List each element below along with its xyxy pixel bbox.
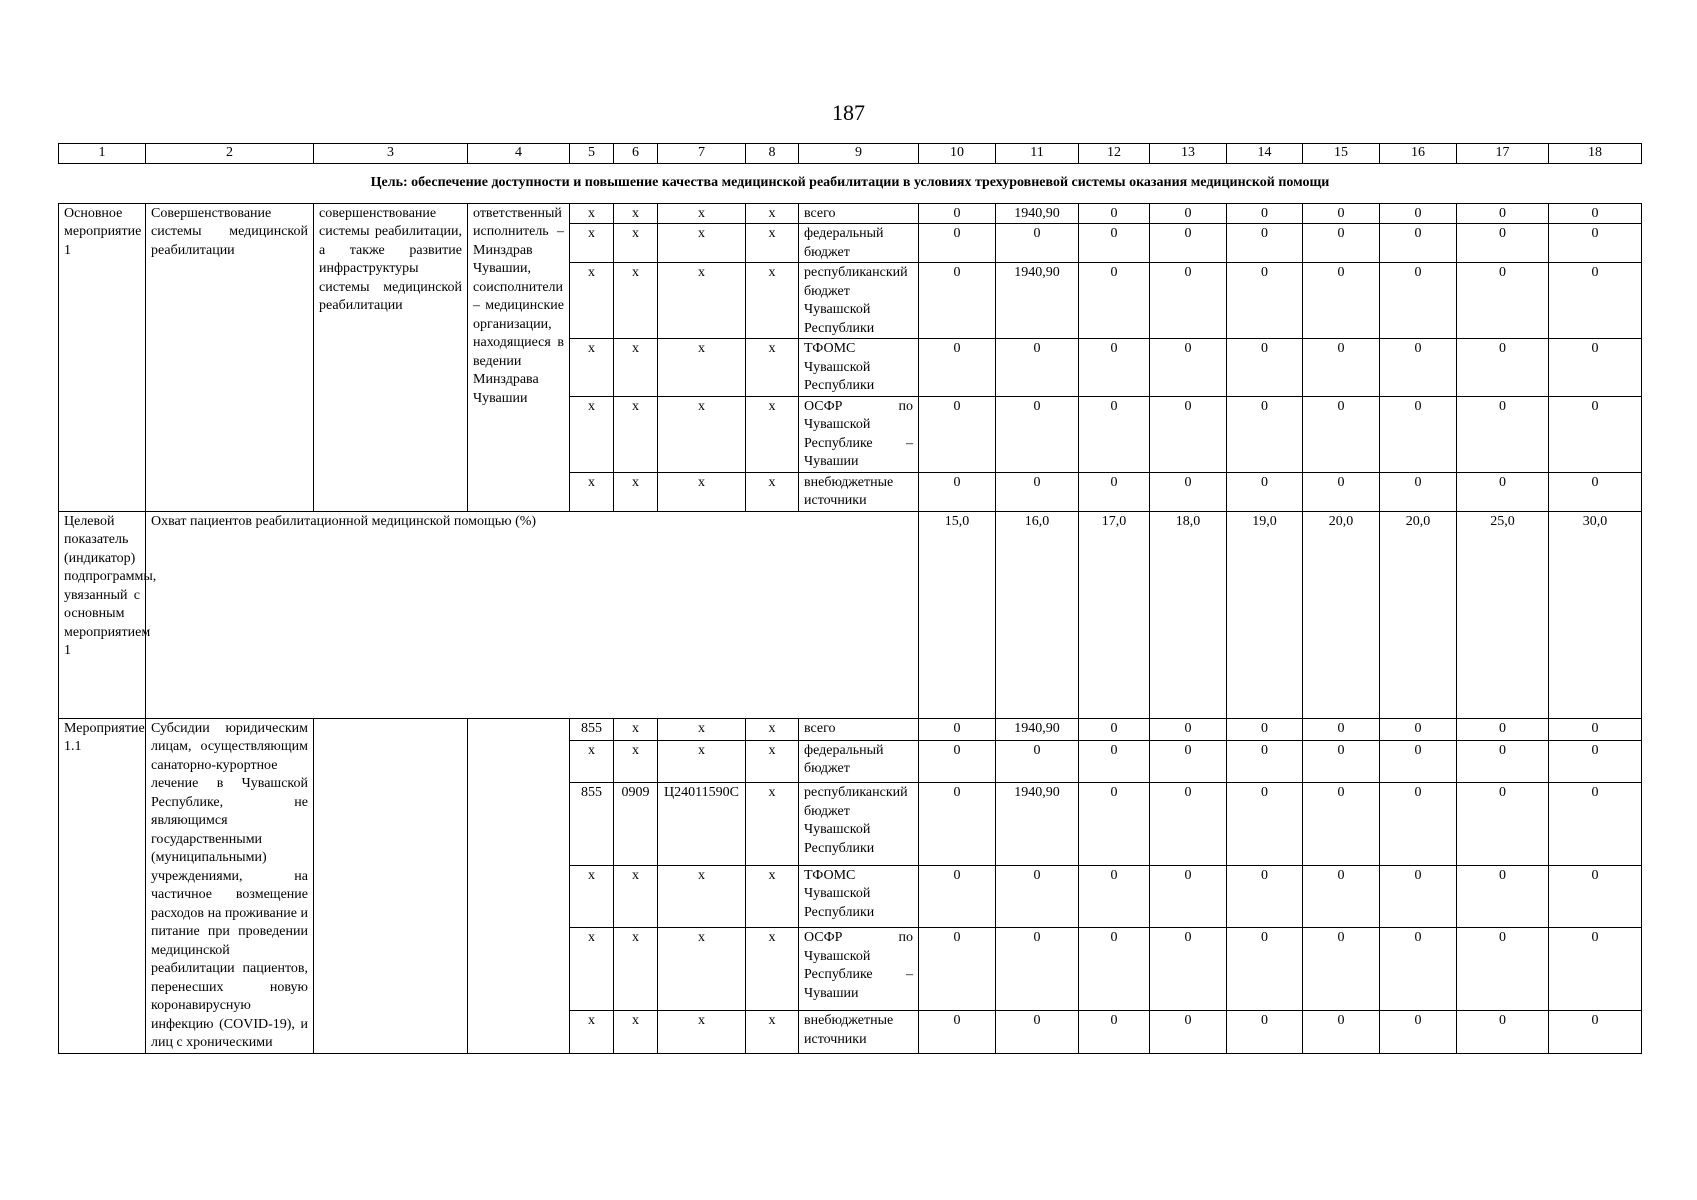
activity-description: совершенствование системы реабилитации, а также развитие инфраструктуры системы медицинской реабилитации	[314, 203, 468, 511]
year-value: 0	[1150, 928, 1227, 1011]
code-grbs: x	[570, 224, 614, 263]
code-target-article: x	[658, 718, 746, 740]
code-grbs: x	[570, 263, 614, 339]
year-value: 0	[1549, 865, 1642, 928]
indicator-value: 25,0	[1457, 511, 1549, 718]
funding-source: всего	[799, 718, 919, 740]
year-value: 0	[1227, 203, 1303, 224]
year-value: 0	[996, 224, 1079, 263]
year-value: 0	[1227, 263, 1303, 339]
code-expense-group: x	[746, 783, 799, 866]
year-value: 0	[1380, 718, 1457, 740]
indicator-value: 30,0	[1549, 511, 1642, 718]
year-value: 0	[1150, 1011, 1227, 1053]
year-value: 0	[1079, 783, 1150, 866]
responsible-executor	[468, 718, 570, 1053]
year-value: 0	[1227, 928, 1303, 1011]
page-number: 187	[832, 100, 865, 125]
year-value: 0	[1549, 263, 1642, 339]
year-value: 0	[1457, 396, 1549, 472]
year-value: 0	[1150, 263, 1227, 339]
year-value: 0	[1150, 472, 1227, 511]
funding-source: республиканский бюджет Чувашской Республики	[799, 783, 919, 866]
year-value: 0	[1150, 396, 1227, 472]
year-value: 0	[1303, 203, 1380, 224]
year-value: 0	[1549, 224, 1642, 263]
column-number-cell: 18	[1549, 144, 1642, 164]
code-section: x	[614, 928, 658, 1011]
year-value: 0	[1380, 263, 1457, 339]
year-value: 0	[1549, 203, 1642, 224]
funding-source: ТФОМС Чувашской Республики	[799, 865, 919, 928]
code-expense-group: x	[746, 718, 799, 740]
funding-source: ОСФР по Чувашской Республике – Чувашии	[799, 396, 919, 472]
indicator-row	[59, 511, 1642, 718]
year-value: 0	[1380, 203, 1457, 224]
code-target-article: x	[658, 928, 746, 1011]
code-expense-group: x	[746, 339, 799, 397]
year-value: 0	[1150, 339, 1227, 397]
year-value: 0	[919, 928, 996, 1011]
year-value: 0	[919, 1011, 996, 1053]
code-section: x	[614, 224, 658, 263]
code-grbs: x	[570, 1011, 614, 1053]
code-expense-group: x	[746, 1011, 799, 1053]
year-value: 0	[1380, 396, 1457, 472]
year-value: 0	[1303, 740, 1380, 782]
column-number-cell: 16	[1380, 144, 1457, 164]
year-value: 0	[919, 203, 996, 224]
year-value: 0	[1457, 783, 1549, 866]
code-grbs: x	[570, 472, 614, 511]
year-value: 0	[1303, 1011, 1380, 1053]
indicator-value: 17,0	[1079, 511, 1150, 718]
year-value: 0	[1150, 740, 1227, 782]
year-value: 0	[1227, 339, 1303, 397]
year-value: 0	[1457, 740, 1549, 782]
code-target-article: x	[658, 339, 746, 397]
year-value: 0	[996, 1011, 1079, 1053]
code-target-article: x	[658, 396, 746, 472]
code-target-article: x	[658, 472, 746, 511]
year-value: 0	[1150, 224, 1227, 263]
column-number-cell: 5	[570, 144, 614, 164]
indicator-value: 18,0	[1150, 511, 1227, 718]
year-value: 0	[1549, 339, 1642, 397]
code-grbs: x	[570, 865, 614, 928]
year-value: 0	[1380, 1011, 1457, 1053]
year-value: 0	[1549, 740, 1642, 782]
activity-description	[314, 718, 468, 1053]
code-expense-group: x	[746, 224, 799, 263]
year-value: 0	[1303, 472, 1380, 511]
year-value: 0	[1380, 472, 1457, 511]
year-value: 0	[919, 396, 996, 472]
year-value: 0	[1303, 263, 1380, 339]
code-expense-group: x	[746, 203, 799, 224]
code-grbs: 855	[570, 783, 614, 866]
column-number-cell: 12	[1079, 144, 1150, 164]
year-value: 0	[1227, 718, 1303, 740]
year-value: 0	[1457, 865, 1549, 928]
code-section: x	[614, 203, 658, 224]
year-value: 1940,90	[996, 203, 1079, 224]
code-target-article: x	[658, 865, 746, 928]
year-value: 0	[1549, 718, 1642, 740]
year-value: 0	[1457, 203, 1549, 224]
year-value: 0	[919, 224, 996, 263]
indicator-value: 20,0	[1380, 511, 1457, 718]
year-value: 0	[996, 396, 1079, 472]
column-number-cell: 6	[614, 144, 658, 164]
code-grbs: x	[570, 396, 614, 472]
year-value: 0	[1303, 865, 1380, 928]
code-section: x	[614, 339, 658, 397]
column-number-cell: 14	[1227, 144, 1303, 164]
year-value: 0	[1549, 1011, 1642, 1053]
year-value: 0	[1227, 396, 1303, 472]
year-value: 0	[996, 865, 1079, 928]
responsible-executor: ответственный исполнитель – Минздрав Чувашии, соисполнители – медицинские организации, находящиеся в ведении Минздрава Чувашии	[468, 203, 570, 511]
code-section: x	[614, 263, 658, 339]
code-expense-group: x	[746, 472, 799, 511]
year-value: 0	[1303, 928, 1380, 1011]
code-section: x	[614, 718, 658, 740]
year-value: 0	[1303, 718, 1380, 740]
year-value: 0	[996, 472, 1079, 511]
year-value: 0	[1303, 339, 1380, 397]
year-value: 0	[1079, 1011, 1150, 1053]
code-grbs: 855	[570, 718, 614, 740]
indicator-value: 15,0	[919, 511, 996, 718]
year-value: 0	[1549, 928, 1642, 1011]
year-value: 0	[919, 263, 996, 339]
column-number-cell: 17	[1457, 144, 1549, 164]
year-value: 0	[1150, 783, 1227, 866]
indicator-value: 16,0	[996, 511, 1079, 718]
funding-source: ОСФР по Чувашской Республике – Чувашии	[799, 928, 919, 1011]
code-target-article: x	[658, 263, 746, 339]
year-value: 0	[919, 865, 996, 928]
code-section: 0909	[614, 783, 658, 866]
year-value: 0	[1380, 339, 1457, 397]
year-value: 0	[1457, 339, 1549, 397]
year-value: 0	[1457, 224, 1549, 263]
year-value: 0	[1079, 740, 1150, 782]
code-grbs: x	[570, 928, 614, 1011]
column-number-cell: 8	[746, 144, 799, 164]
year-value: 0	[1079, 203, 1150, 224]
budget-row	[59, 718, 1642, 740]
column-number-cell: 7	[658, 144, 746, 164]
year-value: 0	[1380, 740, 1457, 782]
activity-name: Субсидии юридическим лицам, осуществляющим санаторно-курортное лечение в Чувашской Республике, не являющимся государственными (муниципальными) учреждениями, на частичное возмещение расходов на проживание и питание при проведении медицинской реабилитации пациентов, перенесших новую коронавирусную инфекцию (COVID-19), и лиц с хроническими	[146, 718, 314, 1053]
year-value: 0	[1303, 224, 1380, 263]
code-target-article: x	[658, 224, 746, 263]
code-expense-group: x	[746, 865, 799, 928]
funding-source: ТФОМС Чувашской Республики	[799, 339, 919, 397]
indicator-label: Целевой показатель (индикатор) подпрограммы, увязанный с основным мероприятием 1	[59, 511, 146, 718]
year-value: 0	[1079, 396, 1150, 472]
year-value: 0	[1079, 928, 1150, 1011]
column-number-cell: 13	[1150, 144, 1227, 164]
year-value: 0	[1227, 224, 1303, 263]
code-section: x	[614, 396, 658, 472]
code-grbs: x	[570, 203, 614, 224]
year-value: 0	[1079, 718, 1150, 740]
year-value: 0	[919, 339, 996, 397]
code-section: x	[614, 865, 658, 928]
column-number-cell: 1	[59, 144, 146, 164]
year-value: 0	[919, 740, 996, 782]
year-value: 0	[1227, 1011, 1303, 1053]
column-number-cell: 11	[996, 144, 1079, 164]
funding-source: федеральный бюджет	[799, 224, 919, 263]
column-number-cell: 4	[468, 144, 570, 164]
code-section: x	[614, 740, 658, 782]
code-target-article: x	[658, 203, 746, 224]
year-value: 0	[1380, 783, 1457, 866]
column-number-cell: 9	[799, 144, 919, 164]
year-value: 1940,90	[996, 783, 1079, 866]
funding-source: всего	[799, 203, 919, 224]
year-value: 0	[1457, 718, 1549, 740]
year-value: 0	[919, 783, 996, 866]
budget-table	[58, 143, 1642, 1054]
budget-row	[59, 203, 1642, 224]
year-value: 0	[1227, 783, 1303, 866]
year-value: 1940,90	[996, 718, 1079, 740]
year-value: 0	[1079, 224, 1150, 263]
year-value: 0	[1227, 472, 1303, 511]
activity-name: Совершенствование системы медицинской реабилитации	[146, 203, 314, 511]
year-value: 1940,90	[996, 263, 1079, 339]
year-value: 0	[1549, 472, 1642, 511]
code-grbs: x	[570, 339, 614, 397]
code-grbs: x	[570, 740, 614, 782]
column-number-cell: 3	[314, 144, 468, 164]
code-expense-group: x	[746, 740, 799, 782]
year-value: 0	[996, 928, 1079, 1011]
year-value: 0	[1150, 203, 1227, 224]
column-number-row	[59, 144, 1642, 164]
indicator-value: 20,0	[1303, 511, 1380, 718]
year-value: 0	[1380, 865, 1457, 928]
code-expense-group: x	[746, 396, 799, 472]
year-value: 0	[1303, 783, 1380, 866]
funding-source: федеральный бюджет	[799, 740, 919, 782]
column-number-cell: 15	[1303, 144, 1380, 164]
year-value: 0	[996, 339, 1079, 397]
column-number-cell: 2	[146, 144, 314, 164]
year-value: 0	[1303, 396, 1380, 472]
activity-type: Основное мероприятие 1	[59, 203, 146, 511]
code-expense-group: x	[746, 263, 799, 339]
indicator-text: Охват пациентов реабилитационной медицинской помощью (%)	[146, 511, 919, 718]
goal-text: Цель: обеспечение доступности и повышение качества медицинской реабилитации в условиях трехуровневой системы оказания медицинской помощи	[59, 163, 1642, 203]
year-value: 0	[1549, 783, 1642, 866]
year-value: 0	[1079, 263, 1150, 339]
indicator-value: 19,0	[1227, 511, 1303, 718]
year-value: 0	[919, 472, 996, 511]
column-number-cell: 10	[919, 144, 996, 164]
year-value: 0	[1079, 472, 1150, 511]
year-value: 0	[996, 740, 1079, 782]
year-value: 0	[1457, 928, 1549, 1011]
year-value: 0	[1457, 1011, 1549, 1053]
funding-source: внебюджетные источники	[799, 472, 919, 511]
year-value: 0	[1150, 865, 1227, 928]
code-target-article: x	[658, 740, 746, 782]
code-target-article: x	[658, 1011, 746, 1053]
year-value: 0	[1457, 472, 1549, 511]
year-value: 0	[919, 718, 996, 740]
year-value: 0	[1549, 396, 1642, 472]
funding-source: внебюджетные источники	[799, 1011, 919, 1053]
code-expense-group: x	[746, 928, 799, 1011]
year-value: 0	[1079, 865, 1150, 928]
year-value: 0	[1380, 928, 1457, 1011]
year-value: 0	[1457, 263, 1549, 339]
code-section: x	[614, 472, 658, 511]
code-target-article: Ц24011590С	[658, 783, 746, 866]
goal-row	[59, 163, 1642, 203]
activity-type: Мероприятие 1.1	[59, 718, 146, 1053]
year-value: 0	[1150, 718, 1227, 740]
year-value: 0	[1079, 339, 1150, 397]
funding-source: республиканский бюджет Чувашской Республики	[799, 263, 919, 339]
code-section: x	[614, 1011, 658, 1053]
year-value: 0	[1380, 224, 1457, 263]
year-value: 0	[1227, 740, 1303, 782]
year-value: 0	[1227, 865, 1303, 928]
